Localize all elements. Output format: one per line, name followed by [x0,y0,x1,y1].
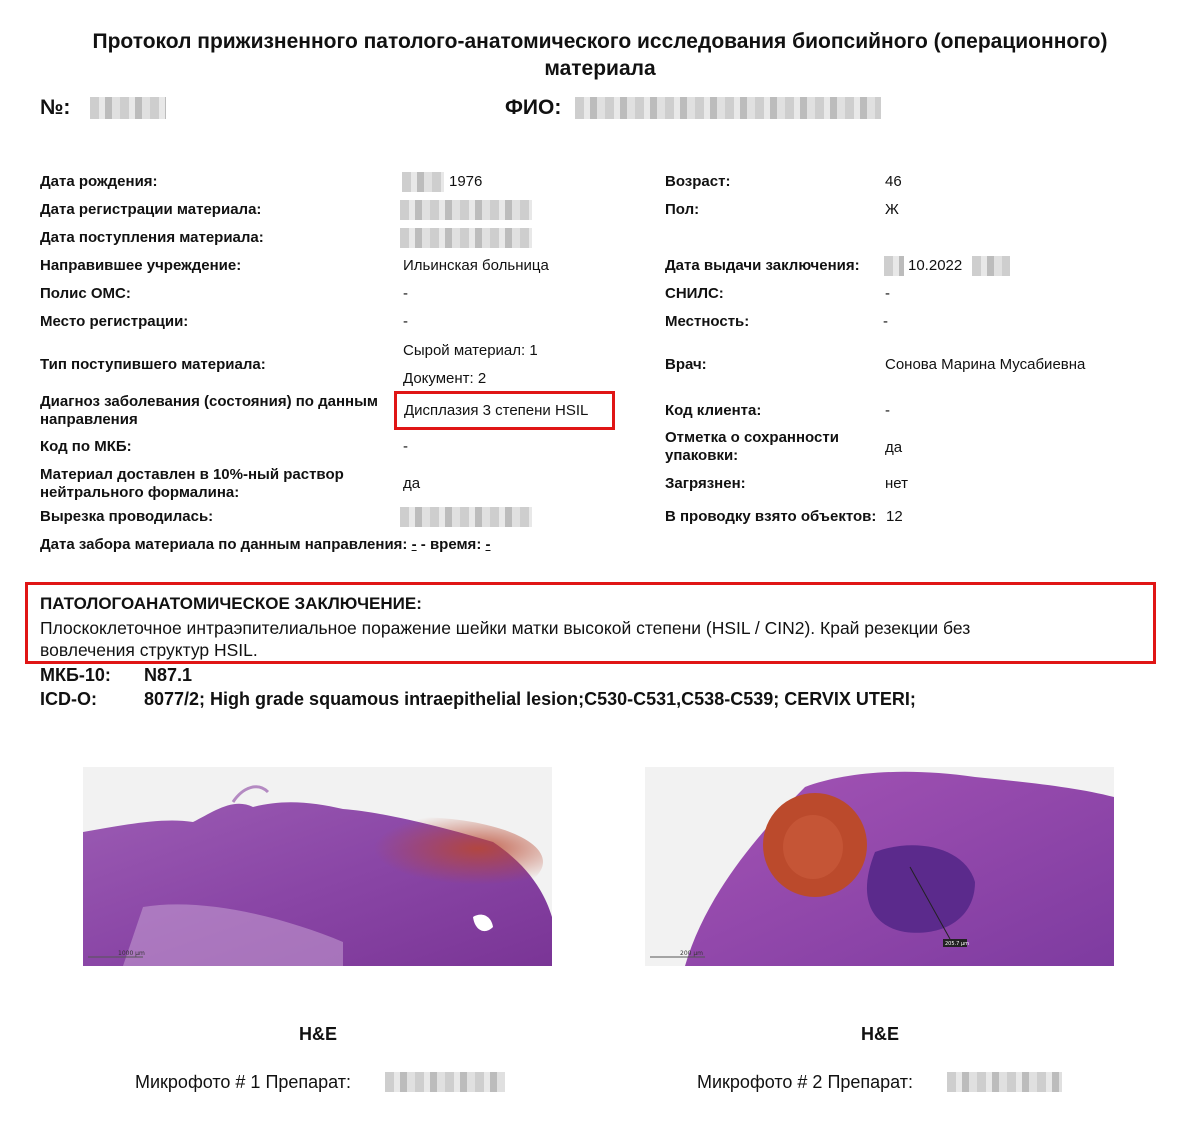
reg-place-label: Место регистрации: [40,313,189,330]
diagnosis-label: Диагноз заболевания (состояния) по данным направления [40,393,379,428]
fio-label: ФИО: [505,96,562,119]
redacted-cutting [400,507,532,527]
contaminated-value: нет [885,475,908,492]
redacted-slide-2 [947,1072,1062,1092]
issue-date-value: 10.2022 [908,257,963,274]
photo-1-caption: Микрофото # 1 Препарат: [135,1072,352,1092]
icd-value: 8077/2; High grade squamous intraepithelial lesion;C530-C531,C538-C539; CERVIX UTERI; [144,689,916,709]
microphoto-1-image [83,767,552,966]
package-label: Отметка о сохранности упаковки: [665,429,839,464]
photo-2-stain: H&E [860,1024,899,1044]
photo-1-stain: H&E [298,1024,337,1044]
issue-date-label: Дата выдачи заключения: [665,257,860,274]
microphoto-2 [645,767,1114,966]
conclusion-heading: ПАТОЛОГОАНАТОМИЧЕСКОЕ ЗАКЛЮЧЕНИЕ: [40,594,422,613]
material-type-line1: Сырой материал: 1 [403,342,538,359]
birth-date-value: 1976 [449,173,483,190]
redacted-slide-1 [385,1072,505,1092]
objects-label: В проводку взято объектов: [665,508,877,525]
client-code-value: - [885,402,890,419]
referring-value: Ильинская больница [403,257,549,274]
redacted-arrival-date [400,228,532,248]
redacted-issue-time [972,256,1010,276]
material-type-label: Тип поступившего материала: [40,356,266,373]
conclusion-line-2: вовлечения структур HSIL. [40,640,258,660]
formalin-value: да [403,475,421,492]
contaminated-label: Загрязнен: [665,475,746,492]
mkb-code-value: - [403,438,408,455]
redacted-reg-date [400,200,532,220]
mkb-label: МКБ-10: [40,665,111,685]
doctor-label: Врач: [665,356,707,373]
diagnosis-value: Дисплазия 3 степени HSIL [404,402,589,419]
locality-value: - [883,313,888,330]
cutting-label: Вырезка проводилась: [40,508,214,525]
redacted-fio [575,97,881,119]
microphoto-2-image [645,767,1114,966]
sex-label: Пол: [665,201,700,218]
icd-label: ICD-O: [40,689,97,709]
sampling-line: Дата забора материала по данным направления: - - время: - [40,536,491,553]
doctor-value: Сонова Марина Мусабиевна [885,356,1086,373]
birth-date-label: Дата рождения: [40,173,158,190]
oms-value: - [403,285,408,302]
mkb-code-label: Код по МКБ: [40,438,132,455]
scale-bar-2-label: 200 µm [680,950,704,957]
reg-place-value: - [403,313,408,330]
referring-label: Направившее учреждение: [40,257,242,274]
redacted-number [90,97,166,119]
arrival-date-label: Дата поступления материала: [40,229,264,246]
package-value: да [885,439,903,456]
age-value: 46 [885,173,902,190]
photo-2-caption: Микрофото # 2 Препарат: [697,1072,914,1092]
age-label: Возраст: [665,173,731,190]
sex-value: Ж [885,201,899,218]
formalin-label: Материал доставлен в 10%-ный раствор нейтрального формалина: [40,466,344,501]
oms-label: Полис ОМС: [40,285,131,302]
redacted-birth-day [402,172,444,192]
measure-label: 205.7 µm [945,941,969,947]
redacted-issue-day [884,256,904,276]
locality-label: Местность: [665,313,750,330]
reg-date-label: Дата регистрации материала: [40,201,262,218]
number-label: №: [40,96,71,119]
scale-bar-1-label: 1000 µm [118,950,145,957]
microphoto-1 [83,767,552,966]
client-code-label: Код клиента: [665,402,762,419]
conclusion-line-1: Плоскоклеточное интраэпителиальное поражение шейки матки высокой степени (HSIL / CIN2). Край резекции без [40,618,971,638]
page-title: Протокол прижизненного патолого-анатомического исследования биопсийного (операционного) материала [92,30,1108,80]
material-type-line2: Документ: 2 [403,370,487,387]
snils-value: - [885,285,890,302]
objects-value: 12 [886,508,903,525]
mkb-value: N87.1 [144,665,193,685]
snils-label: СНИЛС: [665,285,724,302]
